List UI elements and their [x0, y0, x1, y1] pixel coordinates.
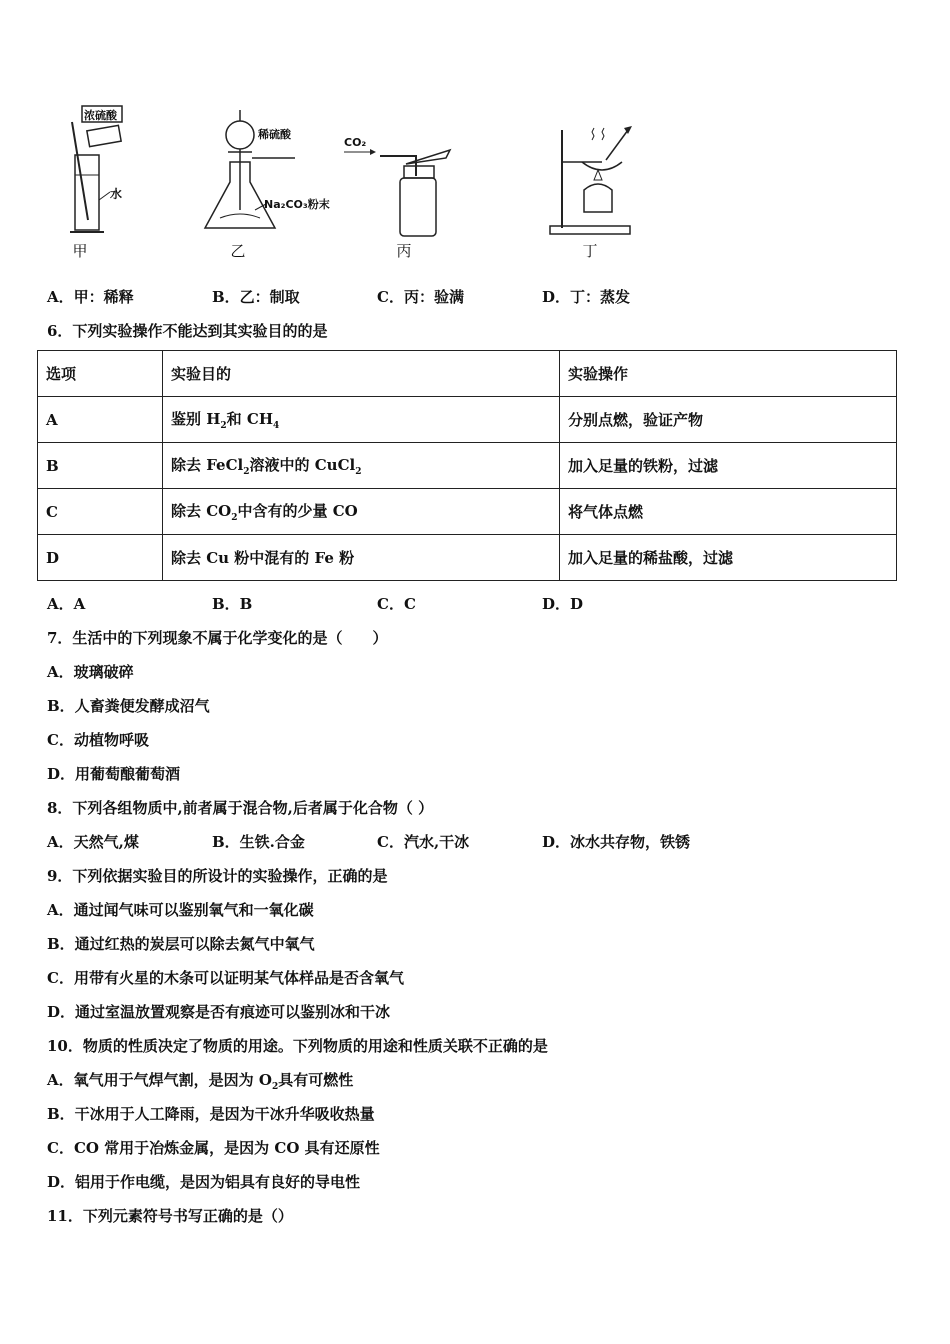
header-option: 选项: [38, 351, 163, 397]
q7-option-a[interactable]: A．玻璃破碎: [47, 663, 134, 681]
q7-option-b[interactable]: B．人畜粪便发酵成沼气: [47, 697, 210, 715]
figure-yi: [200, 100, 350, 240]
figure-label-yi: 乙: [230, 242, 246, 260]
q6-option-b[interactable]: B．B: [212, 595, 253, 613]
q5-option-a[interactable]: A．甲：稀释: [47, 288, 134, 306]
table-row: [38, 535, 897, 581]
row-operation: 将气体点燃: [560, 489, 897, 535]
q9-option-d[interactable]: D．通过室温放置观察是否有痕迹可以鉴别冰和干冰: [47, 1003, 391, 1021]
row-purpose: 鉴别 $H_2$和 $CH_4$: [163, 397, 560, 443]
label-na2co3-powder: Na₂CO₃粉末: [264, 198, 330, 211]
q10-option-b[interactable]: B．干冰用于人工降雨，是因为干冰升华吸收热量: [47, 1105, 375, 1123]
label-dilute-sulfuric-acid: 稀硫酸: [258, 128, 291, 141]
figure-ding: [540, 100, 650, 240]
q8-option-b[interactable]: B．生铁.合金: [212, 833, 305, 851]
figure-jia: [60, 100, 140, 240]
q9-option-b[interactable]: B．通过红热的炭层可以除去氮气中氧气: [47, 935, 315, 953]
table-row: [38, 397, 897, 443]
q8-stem: 8．下列各组物质中,前者属于混合物,后者属于化合物（ ）: [47, 799, 434, 817]
q6-option-c[interactable]: C．C: [377, 595, 416, 613]
figure-label-bing: 丙: [396, 242, 412, 260]
row-purpose: 除去 FeCl$_2$溶液中的 CuCl$_2$: [163, 443, 560, 489]
q9-option-c[interactable]: C．用带有火星的木条可以证明某气体样品是否含氧气: [47, 969, 404, 987]
q6-option-a[interactable]: A．A: [47, 595, 86, 613]
label-conc-sulfuric-acid: 浓硫酸: [84, 109, 117, 122]
q5-option-d[interactable]: D．丁：蒸发: [542, 288, 631, 306]
q10-option-d[interactable]: D．铝用于作电缆，是因为铝具有良好的导电性: [47, 1173, 361, 1191]
q9-option-a[interactable]: A．通过闻气味可以鉴别氧气和一氧化碳: [47, 901, 314, 919]
row-option: D: [38, 535, 163, 581]
q7-stem: 7．生活中的下列现象不属于化学变化的是（ ）: [47, 629, 388, 647]
table-row: [38, 489, 897, 535]
q8-option-d[interactable]: D．冰水共存物，铁锈: [542, 833, 691, 851]
q9-stem: 9．下列依据实验目的所设计的实验操作，正确的是: [47, 867, 388, 885]
label-water: 水: [110, 187, 123, 201]
q6-stem: 6．下列实验操作不能达到其实验目的的是: [47, 322, 328, 340]
q10-option-c[interactable]: C．CO 常用于冶炼金属，是因为 CO 具有还原性: [47, 1139, 380, 1157]
q8-option-a[interactable]: A．天然气,煤: [47, 833, 139, 851]
row-option: C: [38, 489, 163, 535]
q6-table: [37, 350, 897, 581]
row-option: A: [38, 397, 163, 443]
row-operation: 加入足量的铁粉，过滤: [560, 443, 897, 489]
q7-option-c[interactable]: C．动植物呼吸: [47, 731, 149, 749]
figure-label-jia: 甲: [72, 242, 88, 260]
q7-option-d[interactable]: D．用葡萄酿葡萄酒: [47, 765, 181, 783]
row-operation: 加入足量的稀盐酸，过滤: [560, 535, 897, 581]
header-operation: 实验操作: [560, 351, 897, 397]
q10-option-a[interactable]: A．氧气用于气焊气割，是因为 $O_2$具有可燃性: [47, 1071, 354, 1092]
row-purpose: 除去 Cu 粉中混有的 Fe 粉: [163, 535, 560, 581]
row-option: B: [38, 443, 163, 489]
q5-option-c[interactable]: C．丙：验满: [377, 288, 464, 306]
apparatus-figures: [40, 100, 680, 270]
q8-option-c[interactable]: C．汽水,干冰: [377, 833, 470, 851]
q5-option-b[interactable]: B．乙：制取: [212, 288, 300, 306]
row-operation: 分别点燃，验证产物: [560, 397, 897, 443]
label-co2: CO₂: [344, 136, 367, 149]
header-purpose: 实验目的: [163, 351, 560, 397]
table-header-row: [38, 351, 897, 397]
figure-label-ding: 丁: [582, 242, 598, 260]
row-purpose: 除去 $CO_2$中含有的少量 CO: [163, 489, 560, 535]
q6-option-d[interactable]: D．D: [542, 595, 584, 613]
q10-stem: 10．物质的性质决定了物质的用途。下列物质的用途和性质关联不正确的是: [47, 1037, 548, 1055]
q11-stem: 11．下列元素符号书写正确的是（）: [47, 1207, 293, 1225]
table-row: [38, 443, 897, 489]
figure-bing: [340, 100, 460, 240]
